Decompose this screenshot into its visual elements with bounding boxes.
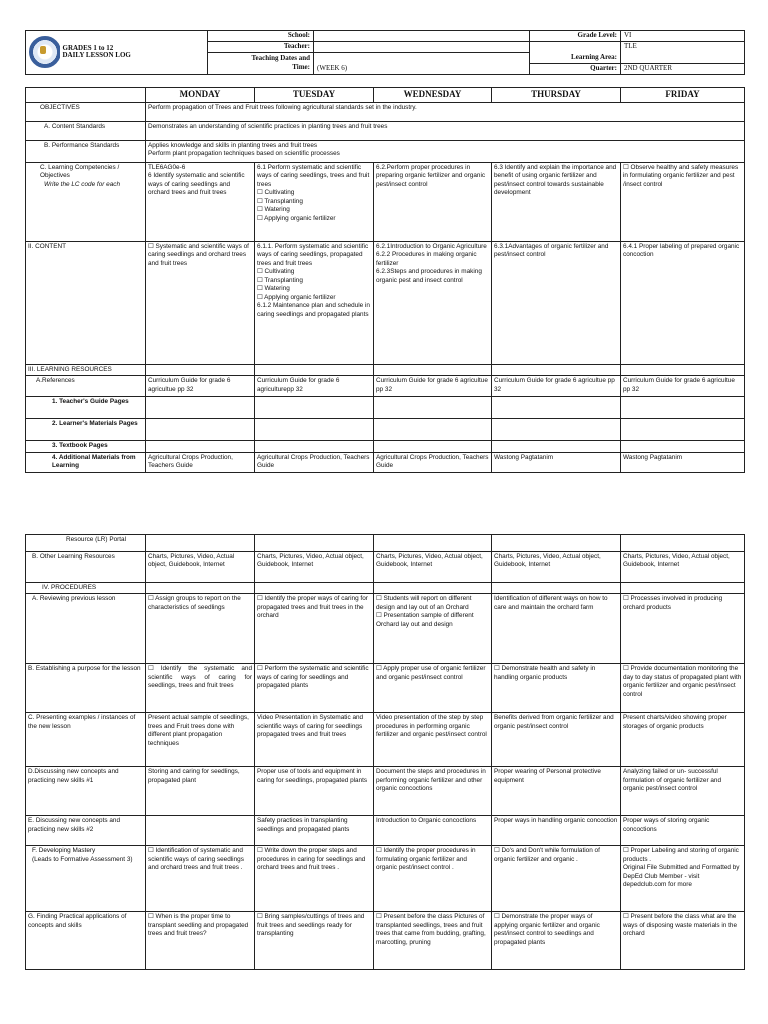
empty-cell xyxy=(255,419,374,441)
empty-cell xyxy=(255,535,374,552)
dates-label-line-1: Teaching Dates and xyxy=(251,54,310,63)
procedure-d-thursday: Proper wearing of Personal protective equipment xyxy=(492,767,621,816)
portal-label: Resource (LR) Portal xyxy=(26,535,146,552)
empty-cell xyxy=(374,535,492,552)
day-header-friday: FRIDAY xyxy=(621,88,745,103)
procedure-c-friday: Present charts/video showing proper storages of organic products xyxy=(621,713,745,767)
teacher-label: Teacher: xyxy=(208,42,314,53)
empty-cell xyxy=(374,364,492,375)
grade-label: Grade Level: xyxy=(530,31,621,42)
procedure-a-wednesday: ☐ Students will report on different design and lay out of an Orchard ☐ Presentation sample of different Orchard lay out and design xyxy=(374,594,492,664)
day-header-monday: MONDAY xyxy=(146,88,255,103)
dates-field-top[interactable] xyxy=(314,53,530,64)
textbook-label: 3. Textbook Pages xyxy=(26,441,146,452)
title-block xyxy=(60,31,208,75)
content-cell-friday: 6.4.1 Proper labeling of prepared organic concoction xyxy=(621,241,745,364)
procedure-d-friday: Analyzing failed or un- successful formulation of organic fertilizer and organic pest/insect control xyxy=(621,767,745,816)
content-label: II. CONTENT xyxy=(26,241,146,364)
grade-field[interactable]: VI xyxy=(621,31,745,42)
day-header-tuesday: TUESDAY xyxy=(255,88,374,103)
procedure-d-wednesday: Document the steps and procedures in performing organic fertilizer and other organic concoctions xyxy=(374,767,492,816)
empty-cell xyxy=(621,397,745,419)
lesson-table-part-2 xyxy=(25,534,745,970)
procedure-g-thursday: ☐ Demonstrate the proper ways of applying organic fertilizer and organic pest/insect control to seedlings and propagated plants xyxy=(492,912,621,970)
procedure-c-monday: Present actual sample of seedlings, trees and Fruit trees done with different plant propagation techniques xyxy=(146,713,255,767)
empty-cell xyxy=(492,419,621,441)
dates-label xyxy=(208,53,314,75)
procedure-b-tuesday: ☐ Perform the systematic and scientific ways of caring for seedlings and propagated plants xyxy=(255,664,374,713)
empty-cell xyxy=(492,364,621,375)
other-resources-cell-friday: Charts, Pictures, Video, Actual object, Guidebook, Internet xyxy=(621,552,745,583)
empty-cell xyxy=(492,535,621,552)
objectives-text: Perform propagation of Trees and Fruit trees following agricultural standards set in the industry. xyxy=(146,102,745,121)
day-header-wednesday: WEDNESDAY xyxy=(374,88,492,103)
reference-cell-thursday: Curriculum Guide for grade 6 agricultue pp 32 xyxy=(492,376,621,397)
additional-cell-thursday: Wastong Pagtatanim xyxy=(492,452,621,472)
procedure-e-friday: Proper ways of storing organic concoctions xyxy=(621,816,745,846)
competencies-label xyxy=(26,162,146,241)
empty-cell xyxy=(146,419,255,441)
empty-cell xyxy=(621,535,745,552)
title-line-2: DAILY LESSON LOG xyxy=(62,51,131,60)
procedure-a-tuesday: ☐ Identify the proper ways of caring for propagated trees and fruit trees in the orchard xyxy=(255,594,374,664)
procedure-b-thursday: ☐ Demonstrate health and safety in handling organic products xyxy=(492,664,621,713)
reference-cell-wednesday: Curriculum Guide for grade 6 agricultue pp 32 xyxy=(374,376,492,397)
day-header-thursday: THURSDAY xyxy=(492,88,621,103)
procedure-g-friday: ☐ Present before the class what are the ways of disposing waste materials in the orchard xyxy=(621,912,745,970)
school-field[interactable] xyxy=(314,31,530,42)
competencies-sublabel: Write the LC code for each xyxy=(44,180,121,188)
quarter-label: Quarter: xyxy=(530,63,621,74)
empty-cell xyxy=(621,419,745,441)
empty-cell xyxy=(492,397,621,419)
lesson-table-part-1 xyxy=(25,87,745,473)
learning-resources-label: III. LEARNING RESOURCES xyxy=(26,364,146,375)
procedure-label-b: B. Establishing a purpose for the lesson xyxy=(26,664,146,713)
performance-standards-text: Applies knowledge and skills in planting trees and fruit trees Perform plant propagation techniques based on scientific processes xyxy=(146,140,745,162)
additional-cell-monday: Agricultural Crops Production, Teachers Guide xyxy=(146,452,255,472)
empty-cell xyxy=(255,583,374,594)
other-resources-cell-tuesday: Charts, Pictures, Video, Actual object, Guidebook, Internet xyxy=(255,552,374,583)
procedure-a-friday: ☐ Processes involved in producing orchard products xyxy=(621,594,745,664)
procedure-label-d: D.Discussing new concepts and practicing new skills #1 xyxy=(26,767,146,816)
logo-cell xyxy=(26,31,60,75)
procedure-d-monday: Storing and caring for seedlings, propagated plant xyxy=(146,767,255,816)
procedure-e-monday xyxy=(146,816,255,846)
procedure-f-wednesday: ☐ Identify the proper procedures in formulating organic fertilizer and organic pest/insect control . xyxy=(374,846,492,912)
content-cell-wednesday: 6.2.1Introduction to Organic Agriculture 6.2.2 Procedures in making organic fertilizer 6.2.3Steps and procedures in making organic pest and insect control xyxy=(374,241,492,364)
procedure-c-thursday: Benefits derived from organic fertilizer and organic pest/insect control xyxy=(492,713,621,767)
other-resources-cell-wednesday: Charts, Pictures, Video, Actual object, Guidebook, Internet xyxy=(374,552,492,583)
content-standards-label: A. Content Standards xyxy=(26,121,146,140)
procedure-label-e: E. Discussing new concepts and practicing new skills #2 xyxy=(26,816,146,846)
competency-cell-thursday: 6.3 Identify and explain the importance and benefit of using organic fertilizer and pest/insect control towards sustainable development xyxy=(492,162,621,241)
empty-cell xyxy=(492,441,621,452)
procedure-g-tuesday: ☐ Bring samples/cuttings of trees and fruit trees and seedlings ready for transplanting xyxy=(255,912,374,970)
empty-cell xyxy=(146,441,255,452)
competency-cell-tuesday: 6.1 Perform systematic and scientific ways of caring seedlings, trees and fruit trees ☐ Cultivating ☐ Transplanting ☐ Watering ☐ Applying organic fertilizer xyxy=(255,162,374,241)
procedure-c-tuesday: Video Presentation in Systematic and scientific ways of caring for seedlings propagated trees and fruit trees xyxy=(255,713,374,767)
empty-cell xyxy=(621,441,745,452)
procedure-e-thursday: Proper ways in handling organic concoction xyxy=(492,816,621,846)
procedure-d-tuesday: Proper use of tools and equipment in caring for seedlings, propagated plants xyxy=(255,767,374,816)
procedures-label: IV. PROCEDURES xyxy=(26,583,146,594)
procedure-f-tuesday: ☐ Write down the proper steps and procedures in caring for seedlings and orchard trees and fruit trees . xyxy=(255,846,374,912)
empty-cell xyxy=(374,397,492,419)
additional-materials-label: 4. Additional Materials from Learning xyxy=(26,452,146,472)
title-line-1: GRADES 1 to 12 xyxy=(62,43,114,52)
empty-cell xyxy=(374,419,492,441)
content-cell-monday: ☐ Systematic and scientific ways of caring seedlings and orchard trees and fruit trees xyxy=(146,241,255,364)
reference-cell-monday: Curriculum Guide for grade 6 agricultue pp 32 xyxy=(146,376,255,397)
references-label: A.References xyxy=(26,376,146,397)
dates-label-line-2: Time: xyxy=(292,63,310,72)
content-standards-text: Demonstrates an understanding of scientific practices in planting trees and fruit trees xyxy=(146,121,745,140)
procedure-b-friday: ☐ Provide documentation monitoring the day to day status of propagated plant with organic fertilizer and organic pest/insect control xyxy=(621,664,745,713)
procedure-c-wednesday: Video presentation of the step by step procedures in performing organic fertilizer and organic pest/insect control xyxy=(374,713,492,767)
other-resources-cell-monday: Charts, Pictures, Video, Actual object, Guidebook, Internet xyxy=(146,552,255,583)
empty-cell xyxy=(146,583,255,594)
procedure-label-c: C. Presenting examples / instances of the new lesson xyxy=(26,713,146,767)
procedure-label-a: A. Reviewing previous lesson xyxy=(26,594,146,664)
school-label: School: xyxy=(208,31,314,42)
empty-cell xyxy=(374,441,492,452)
content-cell-tuesday: 6.1.1. Perform systematic and scientific ways of caring seedlings, propagated trees and fruit trees ☐ Cultivating ☐ Transplanting ☐ Watering ☐ Applying organic fertilizer 6.1.2 Maintenance plan and schedule in caring seedlings and propagated plants xyxy=(255,241,374,364)
performance-standards-label: B. Performance Standards xyxy=(26,140,146,162)
procedure-f-thursday: ☐ Do's and Don't while formulation of organic fertilizer and organic . xyxy=(492,846,621,912)
teacher-field[interactable] xyxy=(314,42,530,53)
competency-cell-monday: TLE6AG0e-6 6 Identify systematic and scientific ways of caring seedlings and orchard trees and fruit trees xyxy=(146,162,255,241)
reference-cell-tuesday: Curriculum Guide for grade 6 agriculturepp 32 xyxy=(255,376,374,397)
empty-cell xyxy=(255,364,374,375)
procedure-b-monday: ☐ Identify the systematic and scientific ways of caring for seedlings, trees and fruit trees xyxy=(146,664,255,713)
empty-cell xyxy=(492,583,621,594)
empty-cell xyxy=(146,397,255,419)
area-label: Learning Area: xyxy=(530,42,621,64)
learners-materials-label: 2. Learner's Materials Pages xyxy=(26,419,146,441)
empty-cell xyxy=(255,441,374,452)
empty-cell xyxy=(146,535,255,552)
reference-cell-friday: Curriculum Guide for grade 6 agricultue pp 32 xyxy=(621,376,745,397)
quarter-field[interactable]: 2ND QUARTER xyxy=(621,63,745,74)
objectives-label: OBJECTIVES xyxy=(26,102,146,121)
empty-cell xyxy=(621,583,745,594)
competency-cell-wednesday: 6.2.Perform proper procedures in preparing organic fertilizer and organic pest/insect control xyxy=(374,162,492,241)
procedure-g-wednesday: ☐ Present before the class Pictures of transplanted seedlings, trees and fruit trees that came from budding, grafting, marcotting, pruning xyxy=(374,912,492,970)
procedure-label-g: G. Finding Practical applications of concepts and skills xyxy=(26,912,146,970)
procedure-a-monday: ☐ Assign groups to report on the characteristics of seedlings xyxy=(146,594,255,664)
empty-cell xyxy=(255,397,374,419)
deped-seal-icon xyxy=(29,36,60,68)
other-resources-cell-thursday: Charts, Pictures, Video, Actual object, Guidebook, Internet xyxy=(492,552,621,583)
procedure-b-wednesday: ☐ Apply proper use of organic fertilizer and organic pest/insect control xyxy=(374,664,492,713)
competency-cell-friday: ☐ Observe healthy and safety measures in formulating organic fertilizer and pest /insect control xyxy=(621,162,745,241)
empty-cell xyxy=(146,364,255,375)
procedure-label-f: F. Developing Mastery (Leads to Formative Assessment 3) xyxy=(26,846,146,912)
header-table xyxy=(25,30,745,75)
empty-cell xyxy=(374,583,492,594)
procedure-e-wednesday: Introduction to Organic concoctions xyxy=(374,816,492,846)
procedure-f-monday: ☐ Identification of systematic and scientific ways of caring seedlings and orchard trees and fruit trees . xyxy=(146,846,255,912)
additional-cell-wednesday: Agricultural Crops Production, Teachers Guide xyxy=(374,452,492,472)
area-field[interactable]: TLE xyxy=(621,42,745,64)
dates-field[interactable]: (WEEK 6) xyxy=(314,63,530,74)
procedure-e-tuesday: Safety practices in transplanting seedlings and propagated plants xyxy=(255,816,374,846)
content-cell-thursday: 6.3.1Advantages of organic fertilizer and pest/insect control xyxy=(492,241,621,364)
teachers-guide-label: 1. Teacher's Guide Pages xyxy=(26,397,146,419)
procedure-a-thursday: Identification of different ways on how to care and maintain the orchard farm xyxy=(492,594,621,664)
procedure-g-monday: ☐ When is the proper time to transplant seedling and propagated trees and fruit trees? xyxy=(146,912,255,970)
other-resources-label: B. Other Learning Resources xyxy=(26,552,146,583)
procedure-f-friday: ☐ Proper Labeling and storing of organic products . Original File Submitted and Formatted by DepEd Club Member - visit depedclub.com for more xyxy=(621,846,745,912)
additional-cell-tuesday: Agricultural Crops Production, Teachers Guide xyxy=(255,452,374,472)
corner-cell xyxy=(26,88,146,103)
additional-cell-friday: Wastong Pagtatanim xyxy=(621,452,745,472)
competencies-label-text: C. Learning Competencies / Objectives xyxy=(40,163,120,180)
empty-cell xyxy=(621,364,745,375)
